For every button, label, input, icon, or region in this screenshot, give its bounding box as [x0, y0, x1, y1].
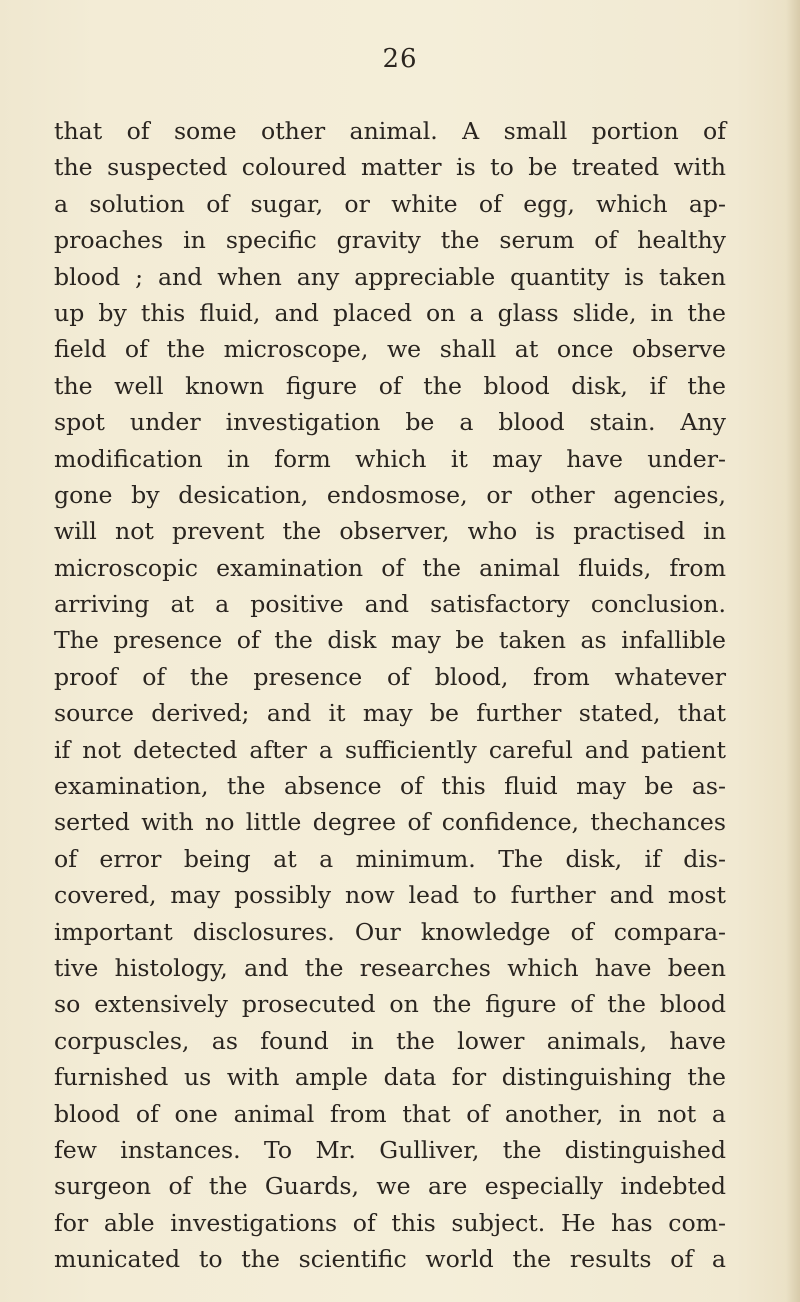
- text-line: blood ; and when any appreciable quantity is taken: [54, 262, 726, 291]
- page-edge-shadow: [786, 0, 800, 1302]
- text-line: few instances. To Mr. Gulliver, the distinguished: [54, 1135, 726, 1164]
- text-line: covered, may possibly now lead to further and most: [54, 881, 726, 910]
- text-line: examination, the absence of this fluid may be as-: [54, 772, 726, 801]
- text-line: the well known figure of the blood disk, if the: [54, 371, 726, 400]
- text-line: proof of the presence of blood, from whatever: [54, 662, 726, 691]
- text-line: so extensively prosecuted on the figure of the blood: [54, 990, 726, 1019]
- text-line: spot under investigation be a blood stain. Any: [54, 408, 726, 437]
- text-line: municated to the scientific world the results of a: [54, 1245, 726, 1274]
- text-line: will not prevent the observer, who is practised in: [54, 517, 726, 546]
- text-line: arriving at a positive and satisfactory conclusion.: [54, 590, 726, 619]
- page-number: 26: [382, 44, 418, 74]
- text-line: up by this fluid, and placed on a glass slide, in the: [54, 298, 726, 327]
- text-line: surgeon of the Guards, we are especially indebted: [54, 1172, 726, 1201]
- text-line: of error being at a minimum. The disk, if dis-: [54, 844, 726, 873]
- text-line: for able investigations of this subject. He has com-: [54, 1208, 726, 1237]
- text-line: modification in form which it may have under-: [54, 444, 726, 473]
- text-line: corpuscles, as found in the lower animals, have: [54, 1026, 726, 1055]
- text-line: tive histology, and the researches which have been: [54, 953, 726, 982]
- text-line: The presence of the disk may be taken as infallible: [54, 626, 726, 655]
- text-line: gone by desication, endosmose, or other agencies,: [54, 480, 726, 509]
- text-line: serted with no little degree of confidence, thechances: [54, 808, 726, 837]
- text-line: a solution of sugar, or white of egg, which ap-: [54, 189, 726, 218]
- text-line: blood of one animal from that of another, in not a: [54, 1099, 726, 1128]
- text-line: that of some other animal. A small portion of: [54, 117, 726, 145]
- text-line: the suspected coloured matter is to be treated with: [54, 153, 726, 182]
- text-line: important disclosures. Our knowledge of compara-: [54, 917, 726, 946]
- text-line: source derived; and it may be further stated, that: [54, 699, 726, 728]
- text-line: microscopic examination of the animal fluids, from: [54, 553, 726, 582]
- text-line: field of the microscope, we shall at once observe: [54, 335, 726, 364]
- text-line: proaches in specific gravity the serum of healthy: [54, 226, 726, 255]
- text-line: furnished us with ample data for distinguishing the: [54, 1063, 726, 1092]
- text-line: if not detected after a sufficiently careful and patient: [54, 735, 726, 764]
- body-text: [54, 113, 726, 1278]
